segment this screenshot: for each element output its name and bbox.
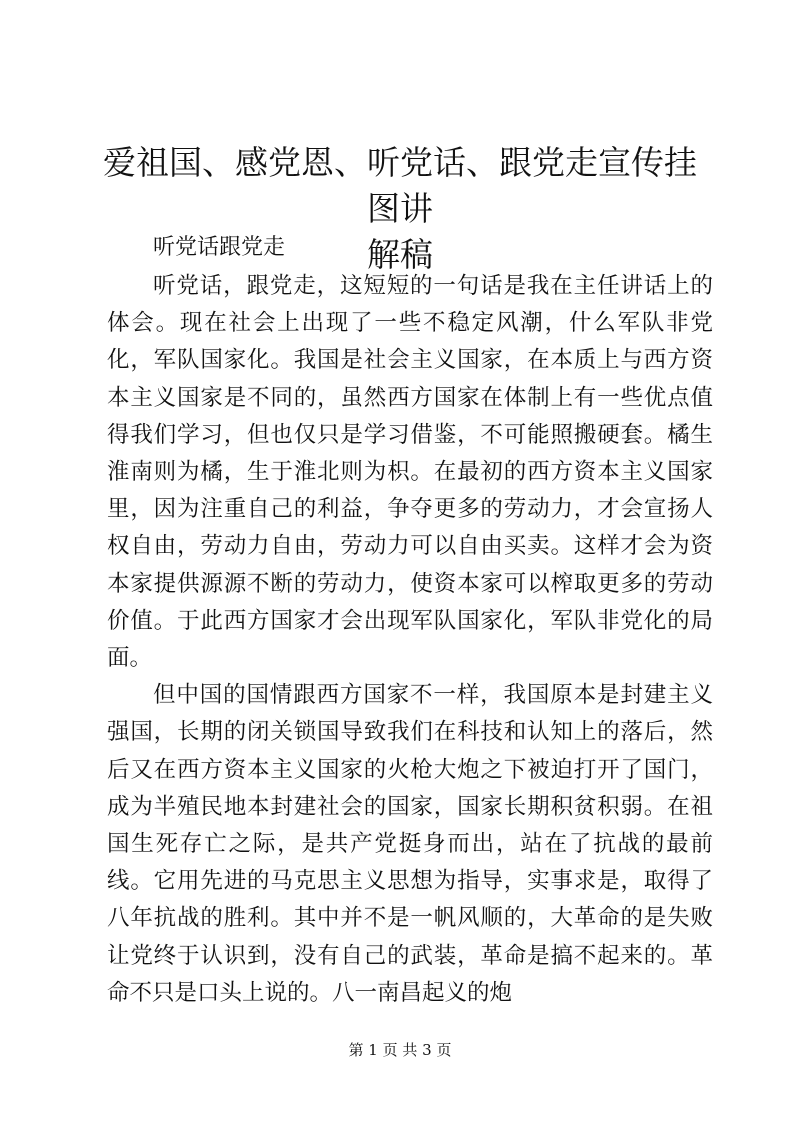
page-number-label: 第 1 页 共 3 页: [348, 1041, 452, 1059]
section-subtitle: 听党话跟党走: [153, 235, 286, 260]
title-line-2: 解稿: [367, 235, 433, 274]
document-body: [107, 228, 713, 1012]
paragraph-1: 听党话，跟党走，这短短的一句话是我在主任讲话上的体会。现在社会上出现了一些不稳定风潮，什么军队非党化，军队国家化。我国是社会主义国家，在本质上与西方资本主义国家是不同的，虽然西方国家在体制上有一些优点值得我们学习，但也仅只是学习借鉴，不可能照搬硬套。橘生淮南则为橘，生于淮北则为枳。在最初的西方资本主义国家里，因为注重自己的利益，争夺更多的劳动力，才会宣扬人权自由，劳动力自由，劳动力可以自由买卖。这样才会为资本家提供源源不断的劳动力，使资本家可以榨取更多的劳动价值。于此西方国家才会出现军队国家化，军队非党化的局面。: [107, 273, 713, 672]
title-line-1: 爱祖国、感党恩、听党话、跟党走宣传挂图讲: [103, 143, 697, 228]
page-footer: [0, 1040, 800, 1060]
paragraph-2: 但中国的国情跟西方国家不一样，我国原本是封建主义强国，长期的闭关锁国导致我们在科技和认知上的落后，然后又在西方资本主义国家的火枪大炮之下被迫打开了国门，成为半殖民地本封建社会的国家，国家长期积贫积弱。在祖国生死存亡之际，是共产党挺身而出，站在了抗战的最前线。它用先进的马克思主义思想为指导，实事求是，取得了八年抗战的胜利。其中并不是一帆风顺的，大革命的是失败让党终于认识到，没有自己的武装，革命是搞不起来的。革命不只是口头上说的。八一南昌起义的炮: [107, 682, 713, 1006]
